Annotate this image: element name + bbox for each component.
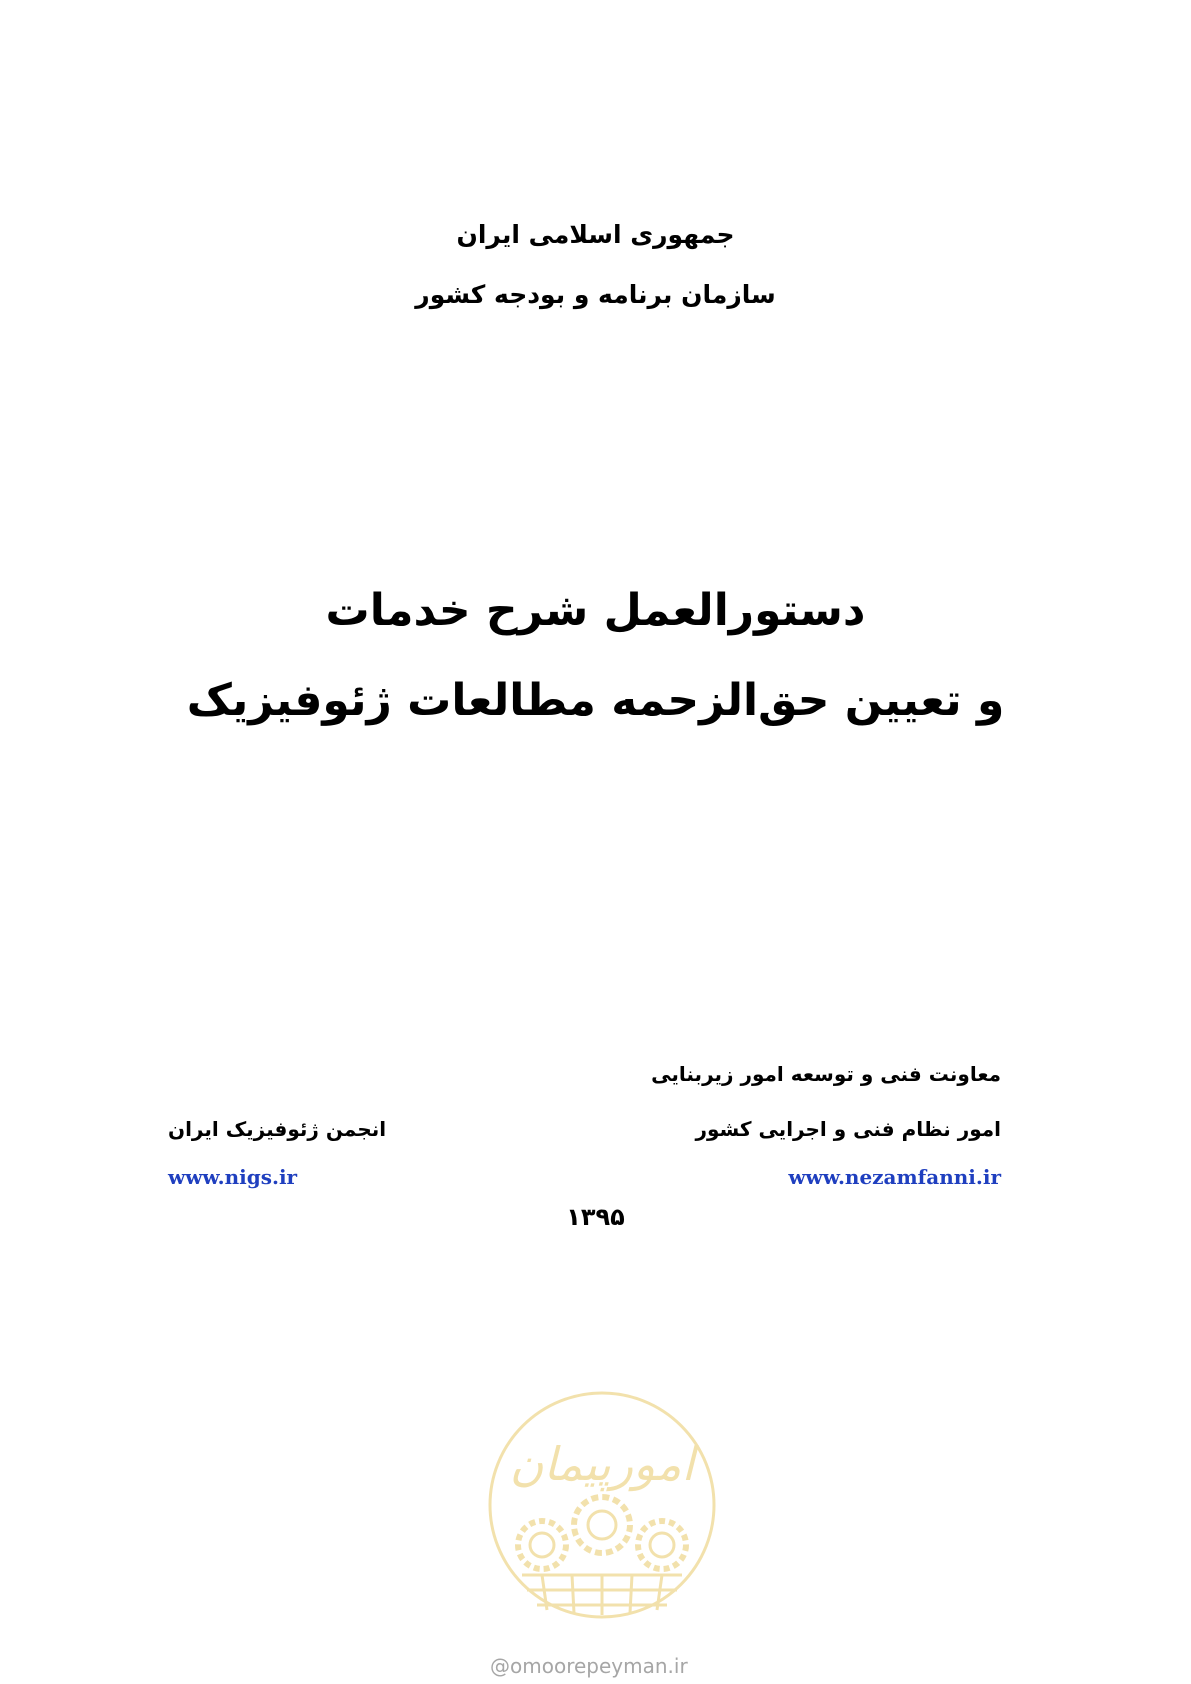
gear-icon xyxy=(638,1521,686,1569)
society-url-link[interactable]: www.nigs.ir xyxy=(168,1165,298,1189)
department-name: امور نظام فنی و اجرایی کشور xyxy=(695,1117,1001,1141)
watermark-site: omoorepeyman.ir xyxy=(510,1654,688,1678)
gear-icon xyxy=(518,1521,566,1569)
deputy-name: معاونت فنی و توسعه امور زیربنایی xyxy=(651,1062,1001,1086)
country-name: جمهوری اسلامی ایران xyxy=(456,220,735,249)
watermark-site-label xyxy=(490,1654,688,1678)
gear-icon xyxy=(574,1497,630,1553)
watermark-logo-text: امورپیمان xyxy=(509,1437,695,1491)
watermark-logo xyxy=(482,1385,722,1665)
department-url-link[interactable]: www.nezamfanni.ir xyxy=(788,1165,1001,1189)
publication-year: ۱۳۹۵ xyxy=(566,1203,625,1231)
document-title-line-1: دستورالعمل شرح خدمات xyxy=(325,585,866,636)
document-title-line-2: و تعیین حق‌الزحمه مطالعات ژئوفیزیک xyxy=(186,675,1005,726)
at-sign-icon: @ xyxy=(490,1654,510,1678)
organization-name: سازمان برنامه و بودجه کشور xyxy=(415,280,776,309)
grid-icon xyxy=(522,1575,682,1615)
society-name: انجمن ژئوفیزیک ایران xyxy=(168,1117,387,1141)
